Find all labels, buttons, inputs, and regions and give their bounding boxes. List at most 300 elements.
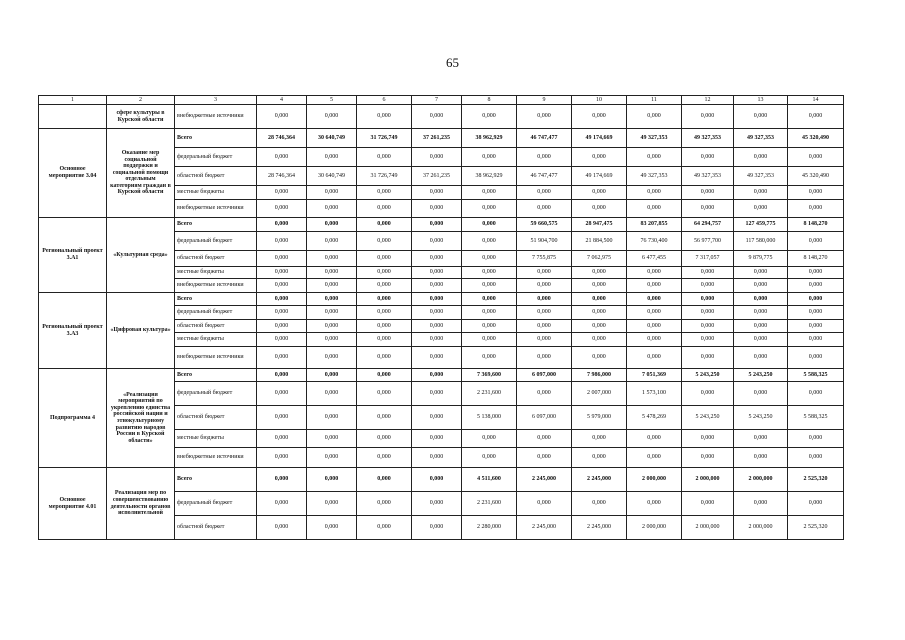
- value-cell: 0,000: [682, 448, 734, 468]
- funding-source-cell: областной бюджет: [175, 167, 257, 186]
- program-name-cell: «Культурная среда»: [107, 218, 175, 293]
- value-cell: 2 245,000: [517, 516, 572, 540]
- value-cell: 0,000: [307, 218, 357, 232]
- value-cell: 0,000: [357, 105, 412, 129]
- value-cell: 0,000: [412, 516, 462, 540]
- value-cell: 0,000: [734, 200, 788, 218]
- funding-source-cell: федеральный бюджет: [175, 492, 257, 516]
- value-cell: 0,000: [357, 148, 412, 167]
- value-cell: 0,000: [257, 468, 307, 492]
- value-cell: 0,000: [357, 232, 412, 251]
- value-cell: 0,000: [357, 293, 412, 306]
- value-cell: 0,000: [307, 448, 357, 468]
- value-cell: 2 000,000: [627, 468, 682, 492]
- value-cell: 2 000,000: [682, 516, 734, 540]
- value-cell: 0,000: [462, 279, 517, 293]
- column-header: 2: [107, 96, 175, 105]
- table-row: [39, 468, 844, 492]
- value-cell: 0,000: [257, 406, 307, 430]
- value-cell: 0,000: [257, 267, 307, 279]
- value-cell: 0,000: [682, 267, 734, 279]
- value-cell: 0,000: [357, 279, 412, 293]
- value-cell: 0,000: [462, 200, 517, 218]
- value-cell: 0,000: [517, 186, 572, 200]
- value-cell: 0,000: [788, 279, 844, 293]
- value-cell: 0,000: [257, 293, 307, 306]
- value-cell: 0,000: [734, 430, 788, 448]
- value-cell: 0,000: [462, 320, 517, 333]
- column-header: 12: [682, 96, 734, 105]
- value-cell: 0,000: [357, 406, 412, 430]
- value-cell: 0,000: [257, 279, 307, 293]
- value-cell: 0,000: [734, 448, 788, 468]
- value-cell: 0,000: [462, 218, 517, 232]
- value-cell: 0,000: [307, 148, 357, 167]
- value-cell: 0,000: [682, 279, 734, 293]
- value-cell: 5 243,250: [682, 406, 734, 430]
- value-cell: 2 000,000: [627, 516, 682, 540]
- value-cell: 5 588,325: [788, 406, 844, 430]
- value-cell: 51 904,700: [517, 232, 572, 251]
- column-header: 1: [39, 96, 107, 105]
- value-cell: 0,000: [412, 333, 462, 347]
- value-cell: 0,000: [307, 382, 357, 406]
- value-cell: 0,000: [682, 333, 734, 347]
- value-cell: 0,000: [412, 320, 462, 333]
- value-cell: 0,000: [517, 430, 572, 448]
- value-cell: 0,000: [572, 186, 627, 200]
- value-cell: 0,000: [307, 200, 357, 218]
- value-cell: 0,000: [357, 218, 412, 232]
- value-cell: 0,000: [517, 382, 572, 406]
- value-cell: 0,000: [572, 148, 627, 167]
- value-cell: 0,000: [412, 430, 462, 448]
- value-cell: 0,000: [682, 200, 734, 218]
- value-cell: 0,000: [627, 148, 682, 167]
- value-cell: 2 231,600: [462, 492, 517, 516]
- value-cell: 0,000: [627, 333, 682, 347]
- program-cell: Региональный проект 3.А1: [39, 218, 107, 293]
- value-cell: 0,000: [357, 200, 412, 218]
- program-cell: Основное мероприятие 3.04: [39, 129, 107, 218]
- value-cell: 0,000: [572, 293, 627, 306]
- program-name-cell: «Цифровая культура»: [107, 293, 175, 369]
- value-cell: 0,000: [257, 218, 307, 232]
- value-cell: 49 327,353: [627, 167, 682, 186]
- value-cell: 0,000: [307, 320, 357, 333]
- column-header: 9: [517, 96, 572, 105]
- value-cell: 6 477,455: [627, 251, 682, 267]
- value-cell: 31 726,749: [357, 167, 412, 186]
- value-cell: 0,000: [734, 333, 788, 347]
- program-cell: [39, 105, 107, 129]
- value-cell: 49 327,353: [682, 129, 734, 148]
- funding-source-cell: федеральный бюджет: [175, 232, 257, 251]
- value-cell: 0,000: [572, 448, 627, 468]
- value-cell: 0,000: [572, 333, 627, 347]
- column-header: 8: [462, 96, 517, 105]
- value-cell: 6 097,000: [517, 369, 572, 382]
- value-cell: 0,000: [462, 148, 517, 167]
- value-cell: 0,000: [734, 105, 788, 129]
- value-cell: 31 726,749: [357, 129, 412, 148]
- funding-source-cell: внебюджетные источники: [175, 279, 257, 293]
- value-cell: 0,000: [307, 251, 357, 267]
- value-cell: 0,000: [682, 293, 734, 306]
- value-cell: 0,000: [734, 148, 788, 167]
- value-cell: 0,000: [627, 279, 682, 293]
- value-cell: 0,000: [307, 492, 357, 516]
- value-cell: 64 294,757: [682, 218, 734, 232]
- value-cell: 0,000: [682, 347, 734, 369]
- value-cell: 0,000: [462, 251, 517, 267]
- value-cell: 5 588,325: [788, 369, 844, 382]
- value-cell: 7 755,875: [517, 251, 572, 267]
- value-cell: 0,000: [517, 293, 572, 306]
- value-cell: 0,000: [627, 430, 682, 448]
- value-cell: 0,000: [788, 492, 844, 516]
- value-cell: 0,000: [462, 105, 517, 129]
- value-cell: 49 327,353: [734, 129, 788, 148]
- value-cell: 5 243,250: [682, 369, 734, 382]
- value-cell: 0,000: [788, 382, 844, 406]
- value-cell: 0,000: [627, 186, 682, 200]
- program-cell: Основное мероприятие 4.01: [39, 468, 107, 540]
- value-cell: 0,000: [307, 430, 357, 448]
- funding-source-cell: Всего: [175, 129, 257, 148]
- value-cell: 0,000: [682, 382, 734, 406]
- value-cell: 0,000: [412, 279, 462, 293]
- value-cell: 0,000: [734, 186, 788, 200]
- value-cell: 0,000: [788, 148, 844, 167]
- value-cell: 0,000: [307, 333, 357, 347]
- funding-source-cell: Всего: [175, 218, 257, 232]
- value-cell: 0,000: [257, 492, 307, 516]
- value-cell: 0,000: [412, 186, 462, 200]
- value-cell: 5 243,250: [734, 406, 788, 430]
- value-cell: 0,000: [572, 306, 627, 320]
- value-cell: 0,000: [734, 320, 788, 333]
- value-cell: 0,000: [307, 369, 357, 382]
- funding-source-cell: местные бюджеты: [175, 186, 257, 200]
- value-cell: 127 459,775: [734, 218, 788, 232]
- value-cell: 83 207,855: [627, 218, 682, 232]
- value-cell: 2 231,600: [462, 382, 517, 406]
- value-cell: 5 243,250: [734, 369, 788, 382]
- value-cell: 0,000: [682, 105, 734, 129]
- value-cell: 28 746,364: [257, 167, 307, 186]
- value-cell: 0,000: [734, 347, 788, 369]
- funding-source-cell: областной бюджет: [175, 516, 257, 540]
- value-cell: 0,000: [257, 232, 307, 251]
- value-cell: 49 327,353: [734, 167, 788, 186]
- value-cell: 0,000: [734, 382, 788, 406]
- value-cell: 0,000: [357, 516, 412, 540]
- value-cell: 0,000: [357, 468, 412, 492]
- value-cell: 46 747,477: [517, 167, 572, 186]
- value-cell: 7 986,000: [572, 369, 627, 382]
- value-cell: 0,000: [462, 347, 517, 369]
- value-cell: 0,000: [788, 293, 844, 306]
- value-cell: 0,000: [357, 369, 412, 382]
- value-cell: 21 884,500: [572, 232, 627, 251]
- funding-source-cell: федеральный бюджет: [175, 382, 257, 406]
- value-cell: 0,000: [357, 430, 412, 448]
- value-cell: 0,000: [627, 267, 682, 279]
- value-cell: 0,000: [357, 347, 412, 369]
- value-cell: 0,000: [412, 267, 462, 279]
- value-cell: 0,000: [788, 430, 844, 448]
- value-cell: 0,000: [412, 105, 462, 129]
- value-cell: 0,000: [307, 267, 357, 279]
- value-cell: 0,000: [517, 148, 572, 167]
- value-cell: 2 525,320: [788, 468, 844, 492]
- value-cell: 0,000: [627, 105, 682, 129]
- funding-source-cell: областной бюджет: [175, 251, 257, 267]
- value-cell: 0,000: [572, 279, 627, 293]
- value-cell: 0,000: [682, 306, 734, 320]
- value-cell: 117 580,000: [734, 232, 788, 251]
- value-cell: 0,000: [788, 347, 844, 369]
- value-cell: 0,000: [627, 306, 682, 320]
- value-cell: 0,000: [627, 293, 682, 306]
- value-cell: 0,000: [257, 105, 307, 129]
- value-cell: 0,000: [517, 492, 572, 516]
- value-cell: 0,000: [257, 430, 307, 448]
- funding-source-cell: Всего: [175, 468, 257, 492]
- value-cell: 0,000: [357, 267, 412, 279]
- value-cell: 30 640,749: [307, 167, 357, 186]
- value-cell: 49 327,353: [627, 129, 682, 148]
- value-cell: 0,000: [788, 448, 844, 468]
- funding-source-cell: местные бюджеты: [175, 267, 257, 279]
- funding-source-cell: местные бюджеты: [175, 430, 257, 448]
- value-cell: 0,000: [462, 267, 517, 279]
- header-row: [39, 96, 844, 105]
- value-cell: 0,000: [257, 200, 307, 218]
- value-cell: 0,000: [627, 448, 682, 468]
- funding-source-cell: внебюджетные источники: [175, 105, 257, 129]
- value-cell: 30 640,749: [307, 129, 357, 148]
- value-cell: 0,000: [357, 448, 412, 468]
- value-cell: 0,000: [734, 492, 788, 516]
- value-cell: 0,000: [627, 200, 682, 218]
- value-cell: 2 280,000: [462, 516, 517, 540]
- value-cell: 0,000: [788, 267, 844, 279]
- value-cell: 49 174,669: [572, 129, 627, 148]
- value-cell: 0,000: [734, 306, 788, 320]
- value-cell: 0,000: [572, 105, 627, 129]
- value-cell: 45 320,490: [788, 129, 844, 148]
- value-cell: 0,000: [517, 347, 572, 369]
- program-name-cell: Оказание мер социальной поддержки и социальной помощи отдельным категориям граждан в Курской области: [107, 129, 175, 218]
- value-cell: 0,000: [307, 279, 357, 293]
- value-cell: 0,000: [517, 105, 572, 129]
- column-header: 14: [788, 96, 844, 105]
- value-cell: 0,000: [412, 492, 462, 516]
- value-cell: 0,000: [257, 186, 307, 200]
- funding-source-cell: областной бюджет: [175, 406, 257, 430]
- value-cell: 0,000: [572, 347, 627, 369]
- value-cell: 0,000: [257, 369, 307, 382]
- value-cell: 0,000: [307, 468, 357, 492]
- value-cell: 0,000: [572, 492, 627, 516]
- value-cell: 0,000: [357, 320, 412, 333]
- program-name-cell: сфере культуры в Курской области: [107, 105, 175, 129]
- value-cell: 0,000: [307, 105, 357, 129]
- column-header: 13: [734, 96, 788, 105]
- budget-table: [38, 95, 844, 540]
- value-cell: 0,000: [462, 232, 517, 251]
- value-cell: 2 007,000: [572, 382, 627, 406]
- funding-source-cell: Всего: [175, 293, 257, 306]
- value-cell: 2 000,000: [734, 516, 788, 540]
- value-cell: 0,000: [572, 430, 627, 448]
- value-cell: 56 977,700: [682, 232, 734, 251]
- value-cell: 0,000: [462, 306, 517, 320]
- value-cell: 0,000: [517, 333, 572, 347]
- value-cell: 2 525,320: [788, 516, 844, 540]
- value-cell: 0,000: [412, 347, 462, 369]
- value-cell: 0,000: [517, 279, 572, 293]
- value-cell: 0,000: [682, 186, 734, 200]
- value-cell: 2 245,000: [572, 468, 627, 492]
- value-cell: 0,000: [788, 333, 844, 347]
- value-cell: 28 947,475: [572, 218, 627, 232]
- value-cell: 0,000: [572, 200, 627, 218]
- column-header: 10: [572, 96, 627, 105]
- funding-source-cell: областной бюджет: [175, 320, 257, 333]
- value-cell: 0,000: [627, 320, 682, 333]
- table-row: [39, 293, 844, 306]
- value-cell: 0,000: [412, 369, 462, 382]
- value-cell: 0,000: [307, 406, 357, 430]
- column-header: 6: [357, 96, 412, 105]
- value-cell: 0,000: [307, 232, 357, 251]
- value-cell: 0,000: [257, 382, 307, 406]
- value-cell: 0,000: [412, 468, 462, 492]
- value-cell: 0,000: [517, 448, 572, 468]
- value-cell: 0,000: [788, 105, 844, 129]
- value-cell: 0,000: [257, 333, 307, 347]
- value-cell: 7 062,975: [572, 251, 627, 267]
- value-cell: 0,000: [412, 218, 462, 232]
- value-cell: 0,000: [412, 382, 462, 406]
- funding-source-cell: местные бюджеты: [175, 333, 257, 347]
- table-row: [39, 105, 844, 129]
- value-cell: 2 245,000: [572, 516, 627, 540]
- value-cell: 0,000: [462, 186, 517, 200]
- value-cell: 0,000: [734, 293, 788, 306]
- funding-source-cell: федеральный бюджет: [175, 306, 257, 320]
- value-cell: 49 327,353: [682, 167, 734, 186]
- page-number: 65: [446, 55, 459, 70]
- value-cell: 1 573,100: [627, 382, 682, 406]
- value-cell: 0,000: [682, 430, 734, 448]
- value-cell: 0,000: [307, 306, 357, 320]
- value-cell: 0,000: [412, 448, 462, 468]
- value-cell: 0,000: [257, 251, 307, 267]
- funding-source-cell: Всего: [175, 369, 257, 382]
- value-cell: 0,000: [462, 430, 517, 448]
- value-cell: 8 148,270: [788, 218, 844, 232]
- program-cell: Подпрограмма 4: [39, 369, 107, 468]
- value-cell: 0,000: [412, 232, 462, 251]
- value-cell: 0,000: [257, 306, 307, 320]
- value-cell: 0,000: [788, 320, 844, 333]
- table-body: [39, 105, 844, 540]
- value-cell: 28 746,364: [257, 129, 307, 148]
- value-cell: 0,000: [517, 200, 572, 218]
- value-cell: 0,000: [517, 267, 572, 279]
- value-cell: 0,000: [572, 320, 627, 333]
- value-cell: 0,000: [734, 267, 788, 279]
- value-cell: 2 000,000: [734, 468, 788, 492]
- value-cell: 59 660,575: [517, 218, 572, 232]
- value-cell: 0,000: [462, 448, 517, 468]
- value-cell: 7 051,369: [627, 369, 682, 382]
- value-cell: 0,000: [357, 382, 412, 406]
- value-cell: 0,000: [682, 320, 734, 333]
- value-cell: 0,000: [734, 279, 788, 293]
- value-cell: 0,000: [357, 186, 412, 200]
- funding-source-cell: внебюджетные источники: [175, 448, 257, 468]
- value-cell: 0,000: [412, 406, 462, 430]
- value-cell: 0,000: [682, 148, 734, 167]
- funding-source-cell: внебюджетные источники: [175, 347, 257, 369]
- column-header: 4: [257, 96, 307, 105]
- value-cell: 0,000: [627, 492, 682, 516]
- value-cell: 0,000: [257, 516, 307, 540]
- value-cell: 0,000: [257, 148, 307, 167]
- value-cell: 0,000: [307, 516, 357, 540]
- value-cell: 0,000: [307, 186, 357, 200]
- value-cell: 0,000: [307, 347, 357, 369]
- value-cell: 0,000: [357, 492, 412, 516]
- value-cell: 5 478,269: [627, 406, 682, 430]
- funding-source-cell: федеральный бюджет: [175, 148, 257, 167]
- value-cell: 8 148,270: [788, 251, 844, 267]
- column-header: 11: [627, 96, 682, 105]
- value-cell: 0,000: [357, 333, 412, 347]
- value-cell: 0,000: [788, 232, 844, 251]
- value-cell: 37 261,235: [412, 129, 462, 148]
- funding-source-cell: внебюджетные источники: [175, 200, 257, 218]
- value-cell: 7 317,057: [682, 251, 734, 267]
- column-header: 3: [175, 96, 257, 105]
- value-cell: 0,000: [462, 333, 517, 347]
- value-cell: 2 245,000: [517, 468, 572, 492]
- value-cell: 49 174,669: [572, 167, 627, 186]
- value-cell: 46 747,477: [517, 129, 572, 148]
- value-cell: 0,000: [412, 148, 462, 167]
- value-cell: 0,000: [257, 448, 307, 468]
- value-cell: 0,000: [572, 267, 627, 279]
- value-cell: 0,000: [462, 293, 517, 306]
- value-cell: 4 511,600: [462, 468, 517, 492]
- value-cell: 9 879,775: [734, 251, 788, 267]
- value-cell: 38 962,929: [462, 129, 517, 148]
- value-cell: 0,000: [788, 306, 844, 320]
- value-cell: 37 261,235: [412, 167, 462, 186]
- value-cell: 0,000: [357, 251, 412, 267]
- value-cell: 0,000: [517, 306, 572, 320]
- value-cell: 2 000,000: [682, 468, 734, 492]
- value-cell: 76 730,400: [627, 232, 682, 251]
- table-row: [39, 218, 844, 232]
- value-cell: 0,000: [412, 251, 462, 267]
- value-cell: 7 369,600: [462, 369, 517, 382]
